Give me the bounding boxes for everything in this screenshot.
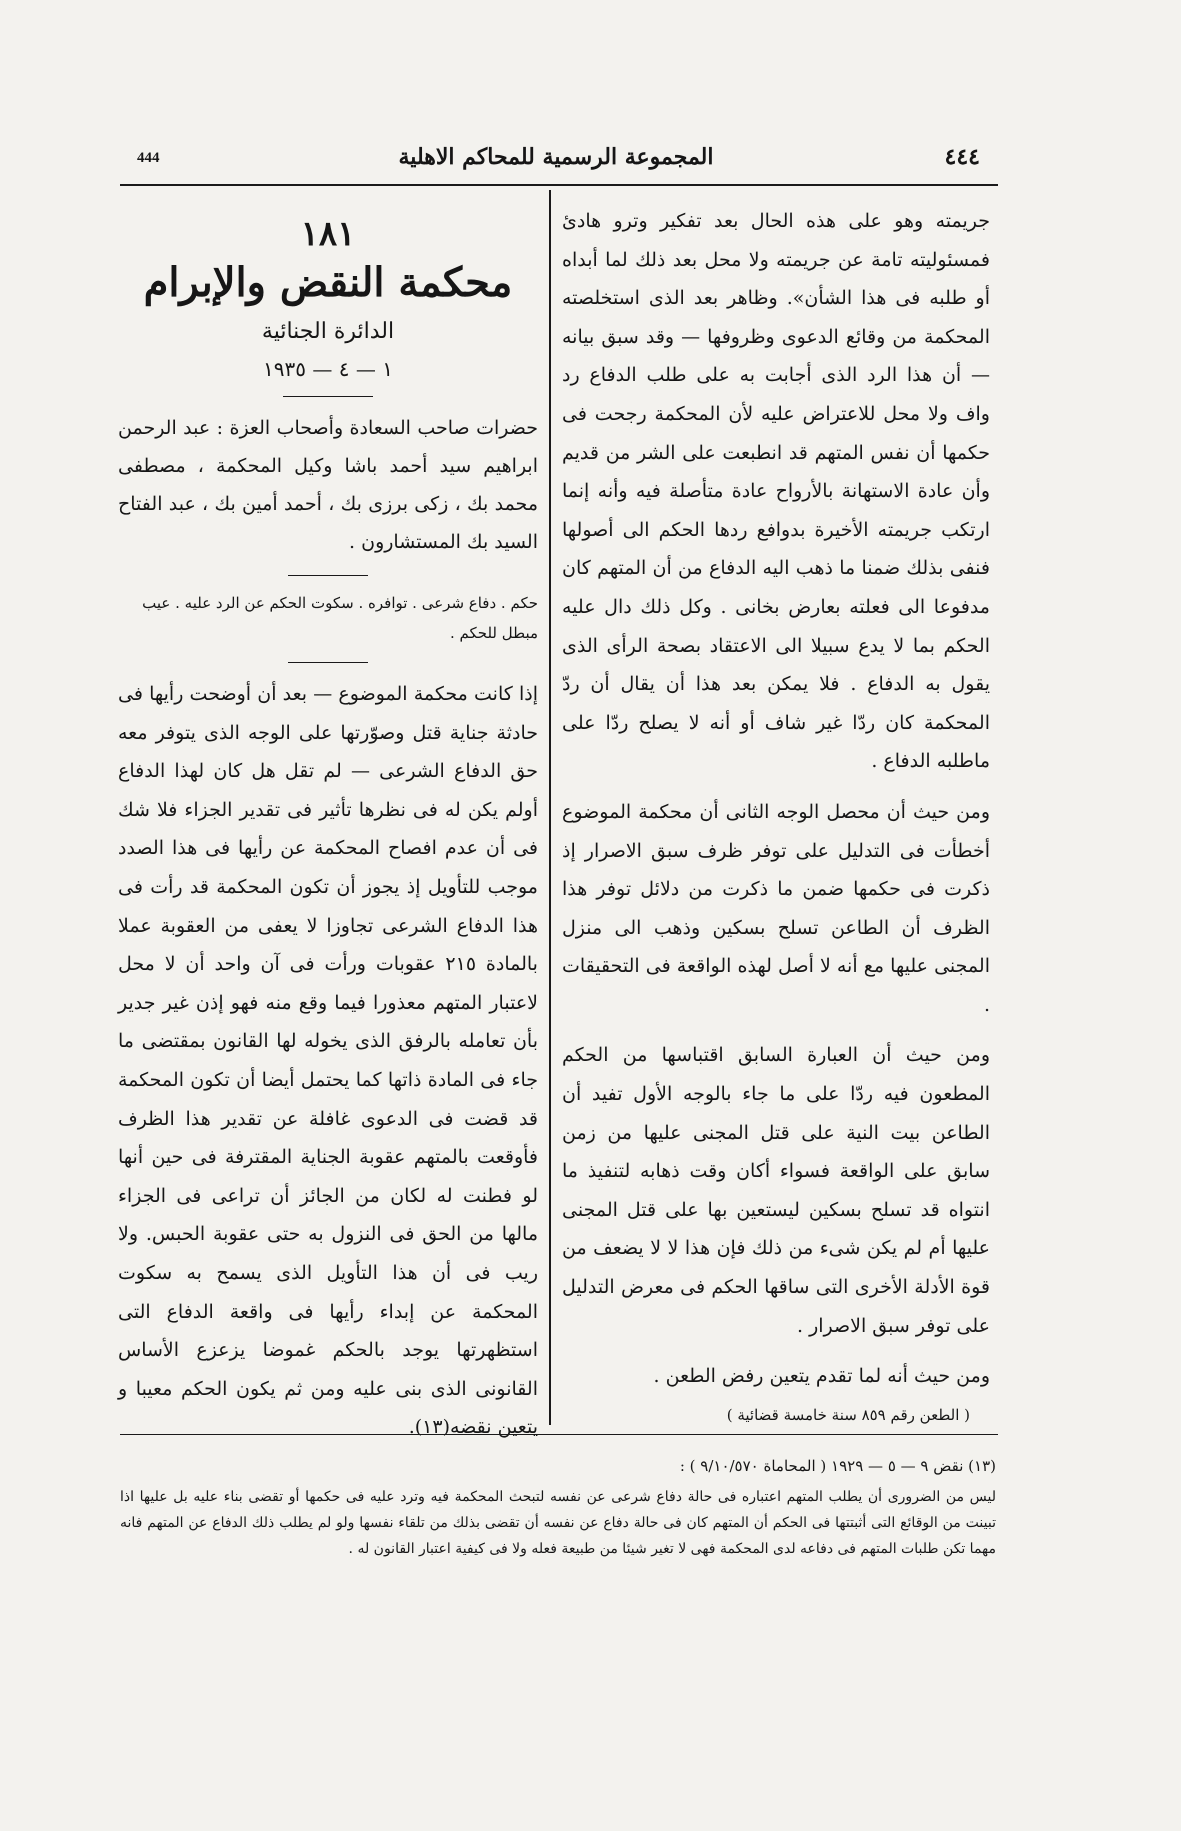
left-column (118, 212, 538, 1447)
header-rule (120, 184, 998, 186)
paragraph: ومن حيث أن العبارة السابق اقتباسها من الحكم المطعون فيه ردّا على ما جاء بالوجه الأول تفيد أن الطاعن بيت النية على قتل المجنى عليها من زمن سابق على الواقعة فسواء أكان وقت ذهابه لتنفيذ ما انتواه قد تسلح بسكين ليستعين بها على قتل المجنى عليها أم لم يكن شىء من ذلك فإن هذا لا لا يضعف من قوة الأدلة الأخرى التى ساقها الحكم فى معرض التدليل على توفر سبق الاصرار . (562, 1044, 990, 1337)
footnote (120, 1452, 996, 1562)
footnote-text: ليس من الضرورى أن يطلب المتهم اعتباره فى حالة دفاع شرعى عن نفسه لتبحث المحكمة فيه وترد عليه فى حكمها أو تقضى بناء عليه بل عليها اذا تبينت من الوقائع التى أثبتتها فى الحكم أن المتهم كان فى حالة دفاع عن نفسه أن تقضى بذلك من تلقاء نفسها ولو لم يطلب ذلك الدفاع عن المتهم فانه مهما تكن طلبات المتهم فى دفاعه لدى المحكمة فهى لا تغير شيئا من طبيعة فعله ولا فى كيفية اعتبار القانون له . (120, 1489, 996, 1557)
column-divider (549, 190, 551, 1425)
section-rule (288, 662, 368, 663)
page-number-latin: 444 (137, 150, 160, 166)
judgment-date: ١ — ٤ — ١٩٣٥ (263, 357, 393, 381)
court-name: محكمة النقض والإبرام (143, 259, 513, 306)
paragraph: جريمته وهو على هذه الحال بعد تفكير وترو هادئ فمسئوليته تامة عن جريمته ولا محل بعد ذلك لما أبداه أو طلبه فى هذا الشأن». وظاهر بعد الذى استخلصته المحكمة من وقائع الدعوى وظروفها — وقد سبق بيانه — أن هذا الرد الذى أجابت به على طلب الدفاع رد واف ولا محل للاعتراض عليه لأن المحكمة رجحت فى حكمها أن نفس المتهم قد انطبعت على الشر من قديم وأن عادة الاستهانة بالأرواح عادة متأصلة فيه وأنه إنما ارتكب جريمته الأخيرة بدوافع ردها الحكم الى أصولها فنفى بذلك ضمنا ما ذهب اليه الدفاع من أن المتهم كان مدفوعا الى فعلته بعارض بخانى . وكل ذلك دال عليه الحكم بما لا يدع سبيلا الى الاعتقاد بصحة الرأى الذى يقول به الدفاع . فلا يمكن بعد هذا أن يقال أن ردّ المحكمة كان ردّا غير شاف أو أنه لا يصلح ردّا على ماطلبه الدفاع . (562, 210, 990, 773)
case-number: ١٨١ (300, 214, 356, 254)
running-header (112, 142, 1000, 182)
footnote-heading: (١٣) نقض ٩ — ٥ — ١٩٢٩ ( المحاماة ٩/١٠/٥٧٠ ) : (679, 1457, 996, 1475)
circuit-name: الدائرة الجنائية (261, 319, 395, 344)
keywords: حكم . دفاع شرعى . توافره . سكوت الحكم عن الرد عليه . عيب مبطل للحكم . (142, 594, 538, 642)
section-rule (288, 575, 368, 576)
section-rule (283, 396, 373, 397)
paragraph: ومن حيث أنه لما تقدم يتعين رفض الطعن . (653, 1365, 990, 1388)
judges-list: حضرات صاحب السعادة وأصحاب العزة : عبد الرحمن ابراهيم سيد أحمد باشا وكيل المحكمة ، مصطفى محمد بك ، زكى برزى بك ، أحمد أمين بك ، عبد الفتاح السيد بك المستشارون . (118, 417, 538, 553)
paragraph: ومن حيث أن محصل الوجه الثانى أن محكمة الموضوع أخطأت فى التدليل على توفر ظرف سبق الاصرار إذ ذكرت فى حكمها ضمن ما ذكرت من دلائل توفر هذا الظرف أن الطاعن تسلح بسكين وذهب الى منزل المجنى عليها مع أنه لا أصل لهذه الواقعة فى التحقيقات . (562, 800, 990, 1016)
page-number-arabic: ٤٤٤ (944, 144, 980, 170)
publication-title: المجموعة الرسمية للمحاكم الاهلية (398, 144, 714, 170)
footnote-rule (120, 1434, 998, 1435)
principle-text: إذا كانت محكمة الموضوع — بعد أن أوضحت رأيها فى حادثة جناية قتل وصوّرتها على الوجه الذى يتوفر معه حق الدفاع الشرعى — لم تقل هل كان لهذا الدفاع أولم يكن له فى نظرها تأثير فى تقدير الجزاء فلا شك فى أن عدم افصاح المحكمة عن رأيها فى هذا الصدد موجب للتأويل إذ يجوز أن تكون المحكمة قد رأت فى هذا الدفاع الشرعى تجاوزا لا يعفى من العقوبة عملا بالمادة ٢١٥ عقوبات ورأت فى آن واحد أن لا محل لاعتبار المتهم معذورا فيما وقع منه فهو إذن غير جدير بأن تعامله بالرفق الذى يخوله لها القانون بمقتضى ما جاء فى المادة ذاتها كما يحتمل أيضا أن تكون المحكمة قد قضت فى الدعوى غافلة عن تقدير هذا الظرف فأوقعت بالمتهم عقوبة الجناية المقترفة فى حين أنها لو فطنت له لكان من الجائز أن تراعى فى الجزاء مالها من الحق فى النزول به حتى عقوبة الحبس. ولا ريب فى أن هذا التأويل الذى يسمح به سكوت المحكمة عن إبداء رأيها فى واقعة الدفاع التى استظهرتها يوجد بالحكم غموضا يزعزع الأساس القانونى الذى بنى عليه ومن ثم يكون الحكم معيبا و يتعين نقضه(١٣). (118, 683, 538, 1439)
case-citation: ( الطعن رقم ٨٥٩ سنة خامسة قضائية ) (726, 1405, 970, 1424)
right-column (562, 202, 990, 1428)
